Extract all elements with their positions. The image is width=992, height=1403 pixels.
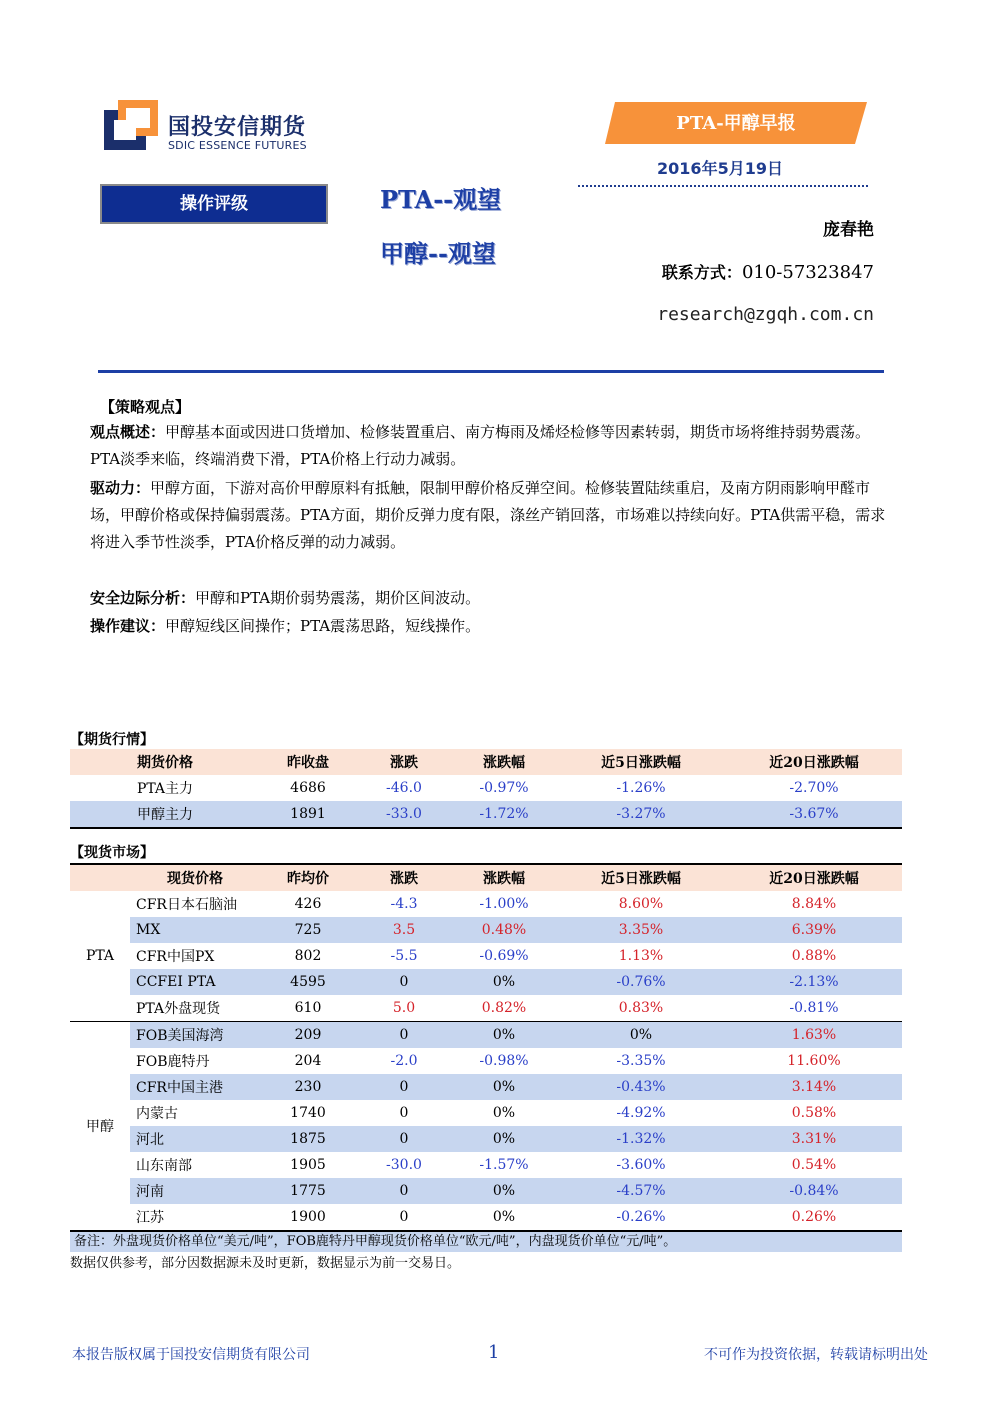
column-header: 涨跌幅 — [452, 864, 556, 891]
change-5d-cell: 1.13% — [618, 948, 664, 964]
table-row — [70, 891, 902, 917]
change-20d-cell: 3.14% — [726, 1074, 902, 1100]
name-cell: MX — [130, 917, 260, 943]
table-row — [70, 1100, 902, 1126]
change-20d-cell: 1.63% — [726, 1022, 902, 1049]
change-5d-cell: -1.26% — [616, 780, 666, 796]
change-20d-cell: 6.39% — [726, 917, 902, 943]
prev-price-cell: 725 — [260, 917, 356, 943]
drivers-label: 驱动力： — [90, 479, 151, 497]
table-note-units: 备注：外盘现货价格单位“美元/吨”，FOB鹿特丹甲醇现货价格单位“欧元/吨”，内盘现货价单位“元/吨”。 — [70, 1232, 902, 1252]
change-20d-cell: -2.13% — [726, 969, 902, 995]
overview-label: 观点概述： — [90, 423, 166, 441]
change-5d-cell: -1.32% — [556, 1126, 726, 1152]
change-5d-cell: -0.76% — [556, 969, 726, 995]
change-20d-cell: 0.54% — [791, 1157, 837, 1173]
table-note-disclaimer: 数据仅供参考，部分因数据源未及时更新，数据显示为前一交易日。 — [70, 1256, 461, 1271]
group-header-cell — [70, 864, 130, 891]
table-row — [70, 1048, 902, 1074]
prev-price-cell: 4595 — [260, 969, 356, 995]
strategy-title: 【策略观点】 — [100, 398, 191, 416]
change-pct-cell: 0% — [452, 1178, 556, 1204]
change-cell: -4.3 — [390, 896, 418, 912]
contact-label: 联系方式： — [661, 263, 742, 282]
rating-label: 操作评级 — [100, 184, 328, 224]
name-cell: FOB美国海湾 — [130, 1022, 260, 1049]
column-header: 昨均价 — [260, 864, 356, 891]
prev-price-cell: 1875 — [260, 1126, 356, 1152]
name-cell: 江苏 — [130, 1204, 260, 1231]
change-cell: -5.5 — [390, 948, 418, 964]
table-row — [70, 1022, 902, 1049]
prev-price-cell: 1775 — [260, 1178, 356, 1204]
table-row — [70, 1074, 902, 1100]
futures-table — [70, 749, 902, 829]
change-pct-cell: -0.97% — [479, 780, 529, 796]
table-row — [70, 801, 902, 828]
spot-section-title: 【现货市场】 — [70, 845, 154, 861]
change-5d-cell: 3.35% — [556, 917, 726, 943]
change-cell: 0 — [356, 1126, 452, 1152]
change-5d-cell: -3.35% — [616, 1053, 666, 1069]
change-cell: 3.5 — [356, 917, 452, 943]
change-20d-cell: 0.88% — [791, 948, 837, 964]
logo-english-name: SDIC ESSENCE FUTURES — [168, 139, 307, 152]
date-divider — [578, 185, 868, 187]
column-header: 期货价格 — [70, 749, 260, 775]
name-cell: 河北 — [130, 1126, 260, 1152]
change-pct-cell: -1.57% — [479, 1157, 529, 1173]
change-pct-cell: 0% — [452, 1126, 556, 1152]
author-name: 庞春艳 — [823, 220, 874, 240]
prev-price-cell: 426 — [294, 896, 322, 912]
strategy-advice — [90, 613, 890, 640]
prev-price-cell: 1905 — [290, 1157, 326, 1173]
prev-price-cell: 610 — [294, 1000, 322, 1016]
prev-price-cell: 204 — [294, 1053, 322, 1069]
footer-copyright: 本报告版权属于国投安信期货有限公司 — [72, 1347, 310, 1363]
change-5d-cell: -4.57% — [556, 1178, 726, 1204]
futures-section-title: 【期货行情】 — [70, 732, 154, 748]
column-header: 近20日涨跌幅 — [726, 749, 902, 775]
footer-disclaimer: 不可作为投资依据，转载请标明出处 — [704, 1347, 928, 1363]
group-name-cell: 甲醇 — [70, 1022, 130, 1232]
change-pct-cell: 0.48% — [452, 917, 556, 943]
column-header: 涨跌幅 — [452, 749, 556, 775]
company-logo-icon — [104, 100, 158, 150]
change-20d-cell: 3.31% — [726, 1126, 902, 1152]
prev-price-cell: 230 — [260, 1074, 356, 1100]
table-row — [70, 775, 902, 801]
change-pct-cell: 0.82% — [481, 1000, 527, 1016]
contact-phone: 010-57323847 — [741, 262, 874, 283]
logo-chinese-name: 国投安信期货 — [168, 115, 307, 140]
advice-label: 操作建议： — [90, 617, 166, 635]
prev-price-cell: 1900 — [260, 1204, 356, 1231]
table-row — [70, 1126, 902, 1152]
footer-page-number: 1 — [488, 1342, 500, 1363]
change-cell: 0 — [356, 969, 452, 995]
strategy-safety-margin — [90, 585, 890, 612]
contact-email[interactable]: research@zgqh.com.cn — [657, 304, 874, 325]
safety-text: 甲醇和PTA期价弱势震荡，期价区间波动。 — [195, 589, 481, 607]
name-cell: 内蒙古 — [136, 1106, 178, 1122]
column-header: 现货价格 — [130, 864, 260, 891]
rating-pta: PTA--观望 — [380, 185, 502, 214]
change-5d-cell: -0.26% — [556, 1204, 726, 1231]
change-20d-cell: 8.84% — [791, 896, 837, 912]
column-header: 涨跌 — [356, 749, 452, 775]
table-row — [70, 1178, 902, 1204]
prev-price-cell: 1740 — [290, 1105, 326, 1121]
change-pct-cell: 0% — [492, 1105, 516, 1121]
name-cell: CFR日本石脑油 — [136, 897, 237, 913]
change-cell: 0 — [356, 1204, 452, 1231]
prev-price-cell: 802 — [294, 948, 322, 964]
name-cell: 山东南部 — [136, 1158, 192, 1174]
prev-price-cell: 209 — [260, 1022, 356, 1049]
change-5d-cell: -4.92% — [616, 1105, 666, 1121]
name-cell: 河南 — [130, 1178, 260, 1204]
group-name-cell: PTA — [70, 891, 130, 1022]
change-cell: 0 — [399, 1105, 409, 1121]
column-header: 昨收盘 — [260, 749, 356, 775]
overview-text: 甲醇基本面或因进口货增加、检修装置重启、南方梅雨及烯烃检修等因素转弱，期货市场将维持弱势震荡。PTA淡季来临，终端消费下滑，PTA价格上行动力减弱。 — [90, 423, 871, 468]
change-cell: -2.0 — [390, 1053, 418, 1069]
column-header: 涨跌 — [356, 864, 452, 891]
futures-header-row — [70, 749, 902, 775]
change-20d-cell: 0.26% — [726, 1204, 902, 1231]
change-5d-cell: 0.83% — [618, 1000, 664, 1016]
report-date: 2016年5月19日 — [657, 159, 783, 178]
change-5d-cell: 0% — [556, 1022, 726, 1049]
table-row — [70, 1152, 902, 1178]
column-header: 近5日涨跌幅 — [556, 864, 726, 891]
contact-info — [662, 260, 874, 283]
strategy-drivers — [90, 475, 890, 556]
name-cell: CCFEI PTA — [130, 969, 260, 995]
change-pct-cell: -1.00% — [479, 896, 529, 912]
change-20d-cell: 11.60% — [787, 1053, 841, 1069]
spot-table — [70, 863, 902, 1232]
change-20d-cell: 0.58% — [791, 1105, 837, 1121]
name-cell: PTA主力 — [136, 781, 194, 797]
strategy-overview — [90, 419, 890, 473]
change-20d-cell: -0.84% — [726, 1178, 902, 1204]
change-5d-cell: -3.27% — [556, 801, 726, 828]
name-cell: FOB鹿特丹 — [136, 1054, 210, 1070]
table-row — [70, 1204, 902, 1231]
change-pct-cell: -1.72% — [452, 801, 556, 828]
table-row — [70, 943, 902, 969]
change-pct-cell: 0% — [452, 1204, 556, 1231]
change-cell: 0 — [356, 1022, 452, 1049]
name-cell: PTA外盘现货 — [136, 1001, 221, 1017]
report-title: PTA-甲醇早报 — [676, 113, 796, 134]
drivers-text: 甲醇方面，下游对高价甲醇原料有抵触，限制甲醇价格反弹空间。检修装置陆续重启，及南方阴雨影响甲醛市场，甲醇价格或保持偏弱震荡。PTA方面，期价反弹力度有限，涤丝产销回落，市场难以持续向好。PTA供需平稳，需求将进入季节性淡季，PTA价格反弹的动力减弱。 — [90, 479, 886, 551]
table-row — [70, 969, 902, 995]
change-5d-cell: -0.43% — [556, 1074, 726, 1100]
column-header: 近5日涨跌幅 — [556, 749, 726, 775]
change-20d-cell: -2.70% — [789, 780, 839, 796]
change-pct-cell: 0% — [452, 1022, 556, 1049]
change-20d-cell: -0.81% — [789, 1000, 839, 1016]
change-pct-cell: 0% — [452, 1074, 556, 1100]
change-cell: -33.0 — [356, 801, 452, 828]
table-row — [70, 917, 902, 943]
change-20d-cell: -3.67% — [726, 801, 902, 828]
change-cell: 5.0 — [392, 1000, 416, 1016]
name-cell: CFR中国PX — [136, 949, 215, 965]
change-pct-cell: -0.69% — [479, 948, 529, 964]
change-cell: -46.0 — [386, 780, 422, 796]
change-5d-cell: 8.60% — [618, 896, 664, 912]
rating-methanol: 甲醇--观望 — [380, 239, 496, 268]
spot-header-row — [70, 864, 902, 891]
advice-text: 甲醇短线区间操作；PTA震荡思路，短线操作。 — [165, 617, 481, 635]
column-header: 近20日涨跌幅 — [726, 864, 902, 891]
name-cell: CFR中国主港 — [130, 1074, 260, 1100]
prev-price-cell: 1891 — [260, 801, 356, 828]
safety-label: 安全边际分析： — [90, 589, 196, 607]
change-cell: 0 — [356, 1178, 452, 1204]
change-cell: -30.0 — [386, 1157, 422, 1173]
change-pct-cell: -0.98% — [479, 1053, 529, 1069]
prev-price-cell: 4686 — [290, 780, 326, 796]
table-row — [70, 995, 902, 1022]
change-cell: 0 — [356, 1074, 452, 1100]
change-pct-cell: 0% — [452, 969, 556, 995]
name-cell: 甲醇主力 — [70, 801, 260, 828]
header-divider — [98, 370, 884, 373]
change-5d-cell: -3.60% — [616, 1157, 666, 1173]
